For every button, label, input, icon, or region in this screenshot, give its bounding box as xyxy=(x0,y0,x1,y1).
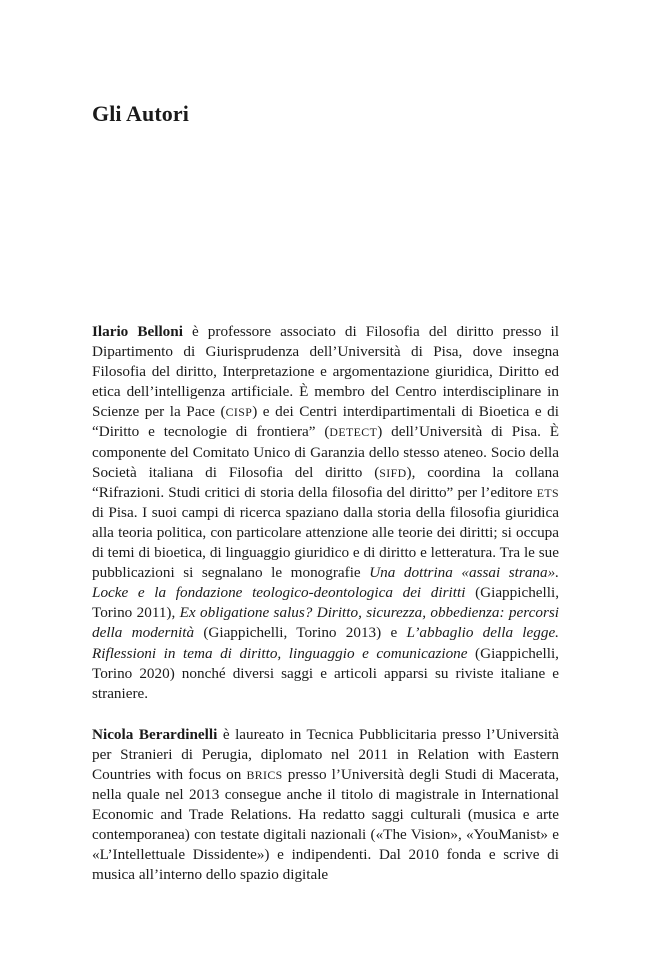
bio-text: presso l’Università degli Studi di Macerata, nella quale nel 2013 consegue anche il titolo di magistrale in International Economic and Trade Relations. Ha redatto saggi culturali (musica e arte contemporanea) con testate digitali nazionali («The Vision», «YouManist» e «L’Intellettuale Dissidente») e indipendenti. Dal 2010 fonda e scrive di musica all’interno dello spazio digitale xyxy=(92,765,559,884)
bio-text: è laureato in Tecnica Pubblicitaria presso l’Università per Stranieri di Perugia, diplomato nel 2011 in Relation with Eastern Countries with focus on xyxy=(92,725,560,783)
bio-text: ) dell’Università di Pisa. È componente del Comitato Unico di Garanzia dello stesso ateneo. Socio della Società italiana di Filosofia del diritto ( xyxy=(92,423,560,481)
bio-text: ), coordina la collana “Rifrazioni. Studi critici di storia della filosofia del diritto” per l’editore xyxy=(92,463,559,501)
chapter-title: Gli Autori xyxy=(92,101,189,126)
bio-text: (Giappichelli, Torino 2011), xyxy=(92,584,559,622)
bio-text: (Giappichelli, Torino 2020) nonché diversi saggi e articoli apparsi su riviste italiane e straniere. xyxy=(92,644,559,702)
author-bios xyxy=(92,322,559,907)
author-name: Ilario Belloni xyxy=(92,323,183,340)
bio-text: (Giappichelli, Torino 2013) e xyxy=(194,624,407,642)
author-bio xyxy=(92,322,559,704)
book-page xyxy=(92,0,559,975)
book-title: Una dottrina «assai strana». Locke e la fondazione teologico-deontologica dei diritti xyxy=(92,564,559,602)
book-title: Ex obligatione salus? Diritto, sicurezza, obbedienza: percorsi della modernità xyxy=(92,604,559,642)
book-title: L’abbaglio della legge. Riflessioni in tema di diritto, linguaggio e comunicazione xyxy=(92,624,559,662)
author-name: Nicola Berardinelli xyxy=(92,725,218,743)
bio-acronym: ETS xyxy=(536,485,559,500)
bio-acronym: DETECT xyxy=(329,425,378,440)
bio-text: ) e dei Centri interdipartimentali di Bioetica e di “Diritto e tecnologie di frontiera” ( xyxy=(92,403,559,441)
bio-acronym: SIFD xyxy=(379,465,407,480)
bio-acronym: CISP xyxy=(225,405,253,420)
bio-text: di Pisa. I suoi campi di ricerca spaziano dalla storia della filosofia giuridica alla teoria politica, con particolare attenzione alle teorie dei diritti; si occupa di temi di bioetica, di linguaggio giuridico e di diritto e letteratura. Tra le sue pubblicazioni si segnalano le monografie xyxy=(92,503,559,582)
bio-text: è professore associato di Filosofia del diritto presso il Dipartimento di Giurisprudenza dell’Università di Pisa, dove insegna Filosofia del diritto, Interpretazione e argomentazione giuridica, Diritto ed etica dell’intelligenza artificiale. È membro del Centro interdisciplinare in Scienze per la Pace ( xyxy=(92,323,559,421)
author-bio xyxy=(92,725,559,886)
bio-acronym: BRICS xyxy=(246,767,283,782)
